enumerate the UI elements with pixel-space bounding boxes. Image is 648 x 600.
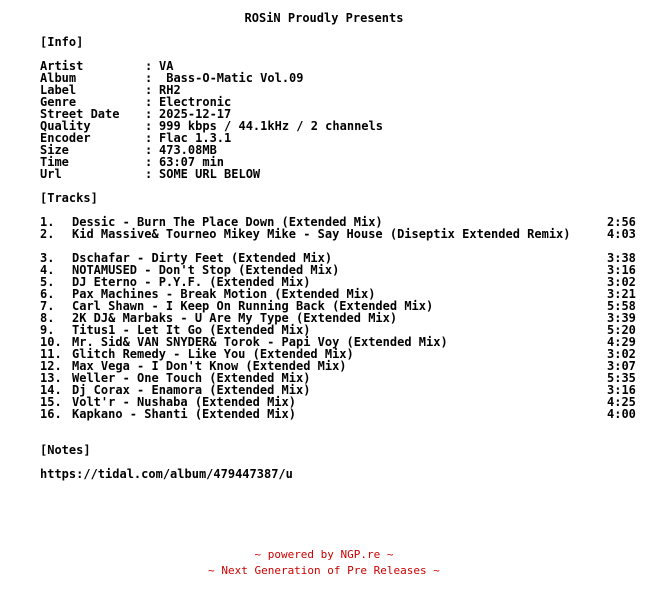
info-separator: : bbox=[145, 95, 153, 109]
track-title: Dj Corax - Enamora (Extended Mix) bbox=[72, 383, 311, 397]
track-duration: 5:35 bbox=[607, 371, 636, 385]
track-title: Max Vega - I Don't Know (Extended Mix) bbox=[72, 359, 347, 373]
track-number: 14. bbox=[40, 383, 62, 397]
track-number: 11. bbox=[40, 347, 62, 361]
track-number: 10. bbox=[40, 335, 62, 349]
track-duration: 3:21 bbox=[607, 287, 636, 301]
info-key: Street Date bbox=[40, 107, 120, 121]
track-number: 1. bbox=[40, 215, 55, 229]
track-row bbox=[40, 408, 640, 420]
track-title: Dessic - Burn The Place Down (Extended Mix) bbox=[72, 215, 383, 229]
track-duration: 3:16 bbox=[607, 383, 636, 397]
track-number: 13. bbox=[40, 371, 62, 385]
info-value: 473.08MB bbox=[159, 143, 217, 157]
track-title: DJ Eterno - P.Y.F. (Extended Mix) bbox=[72, 275, 311, 289]
track-duration: 4:00 bbox=[607, 407, 636, 421]
track-number: 12. bbox=[40, 359, 62, 373]
info-heading: [Info] bbox=[40, 35, 84, 49]
info-key: Quality bbox=[40, 119, 91, 133]
info-key: Artist bbox=[40, 59, 84, 73]
track-title: Glitch Remedy - Like You (Extended Mix) bbox=[72, 347, 354, 361]
info-value: Bass-O-Matic Vol.09 bbox=[159, 71, 304, 85]
track-duration: 4:25 bbox=[607, 395, 636, 409]
notes-heading: [Notes] bbox=[40, 443, 91, 457]
track-duration: 3:39 bbox=[607, 311, 636, 325]
track-duration: 3:38 bbox=[607, 251, 636, 265]
info-separator: : bbox=[145, 155, 153, 169]
info-value: 2025-12-17 bbox=[159, 107, 232, 121]
info-value: RH2 bbox=[159, 83, 181, 97]
track-number: 2. bbox=[40, 227, 55, 241]
track-title: Dschafar - Dirty Feet (Extended Mix) bbox=[72, 251, 333, 265]
track-duration: 3:16 bbox=[607, 263, 636, 277]
track-title: Weller - One Touch (Extended Mix) bbox=[72, 371, 311, 385]
info-key: Genre bbox=[40, 95, 77, 109]
track-number: 4. bbox=[40, 263, 55, 277]
track-duration: 3:07 bbox=[607, 359, 636, 373]
info-key: Encoder bbox=[40, 131, 91, 145]
tracks-heading: [Tracks] bbox=[40, 191, 98, 205]
track-title: Volt'r - Nushaba (Extended Mix) bbox=[72, 395, 296, 409]
info-value: VA bbox=[159, 59, 174, 73]
info-separator: : bbox=[145, 167, 153, 181]
track-duration: 5:58 bbox=[607, 299, 636, 313]
info-key: Album bbox=[40, 71, 77, 85]
track-title: NOTAMUSED - Don't Stop (Extended Mix) bbox=[72, 263, 340, 277]
track-title: Kid Massive& Tourneo Mikey Mike - Say House (Diseptix Extended Remix) bbox=[72, 227, 571, 241]
info-separator: : bbox=[145, 107, 153, 121]
track-duration: 3:02 bbox=[607, 347, 636, 361]
info-value: 63:07 min bbox=[159, 155, 225, 169]
info-key: Label bbox=[40, 83, 77, 97]
track-number: 9. bbox=[40, 323, 55, 337]
track-title: Mr. Sid& VAN SNYDER& Torok - Papi Voy (Extended Mix) bbox=[72, 335, 448, 349]
info-separator: : bbox=[145, 131, 153, 145]
track-number: 3. bbox=[40, 251, 55, 265]
notes-url[interactable]: https://tidal.com/album/479447387/u bbox=[40, 467, 293, 481]
page-title: ROSiN Proudly Presents bbox=[244, 11, 404, 25]
track-title: Carl Shawn - I Keep On Running Back (Extended Mix) bbox=[72, 299, 434, 313]
track-title: 2K DJ& Marbaks - U Are My Type (Extended Mix) bbox=[72, 311, 398, 325]
track-number: 5. bbox=[40, 275, 55, 289]
footer-powered-by: ~ powered by NGP.re ~ bbox=[254, 548, 394, 561]
track-duration: 4:29 bbox=[607, 335, 636, 349]
track-title: Pax Machines - Break Motion (Extended Mix) bbox=[72, 287, 376, 301]
info-value: Flac 1.3.1 bbox=[159, 131, 232, 145]
track-number: 8. bbox=[40, 311, 55, 325]
info-separator: : bbox=[145, 119, 153, 133]
info-value: SOME URL BELOW bbox=[159, 167, 261, 181]
info-separator: : bbox=[145, 71, 153, 85]
track-number: 15. bbox=[40, 395, 62, 409]
track-duration: 4:03 bbox=[607, 227, 636, 241]
info-separator: : bbox=[145, 143, 153, 157]
track-duration: 2:56 bbox=[607, 215, 636, 229]
info-key: Url bbox=[40, 167, 62, 181]
track-list bbox=[40, 216, 640, 420]
track-title: Titus1 - Let It Go (Extended Mix) bbox=[72, 323, 311, 337]
info-value: Electronic bbox=[159, 95, 232, 109]
info-key: Time bbox=[40, 155, 69, 169]
track-row bbox=[40, 228, 640, 252]
track-number: 16. bbox=[40, 407, 62, 421]
track-number: 6. bbox=[40, 287, 55, 301]
footer-tagline: ~ Next Generation of Pre Releases ~ bbox=[208, 564, 440, 577]
track-duration: 3:02 bbox=[607, 275, 636, 289]
info-key: Size bbox=[40, 143, 69, 157]
info-value: 999 kbps / 44.1kHz / 2 channels bbox=[159, 119, 383, 133]
track-duration: 5:20 bbox=[607, 323, 636, 337]
info-separator: : bbox=[145, 59, 153, 73]
info-separator: : bbox=[145, 83, 153, 97]
track-title: Kapkano - Shanti (Extended Mix) bbox=[72, 407, 296, 421]
track-number: 7. bbox=[40, 299, 55, 313]
